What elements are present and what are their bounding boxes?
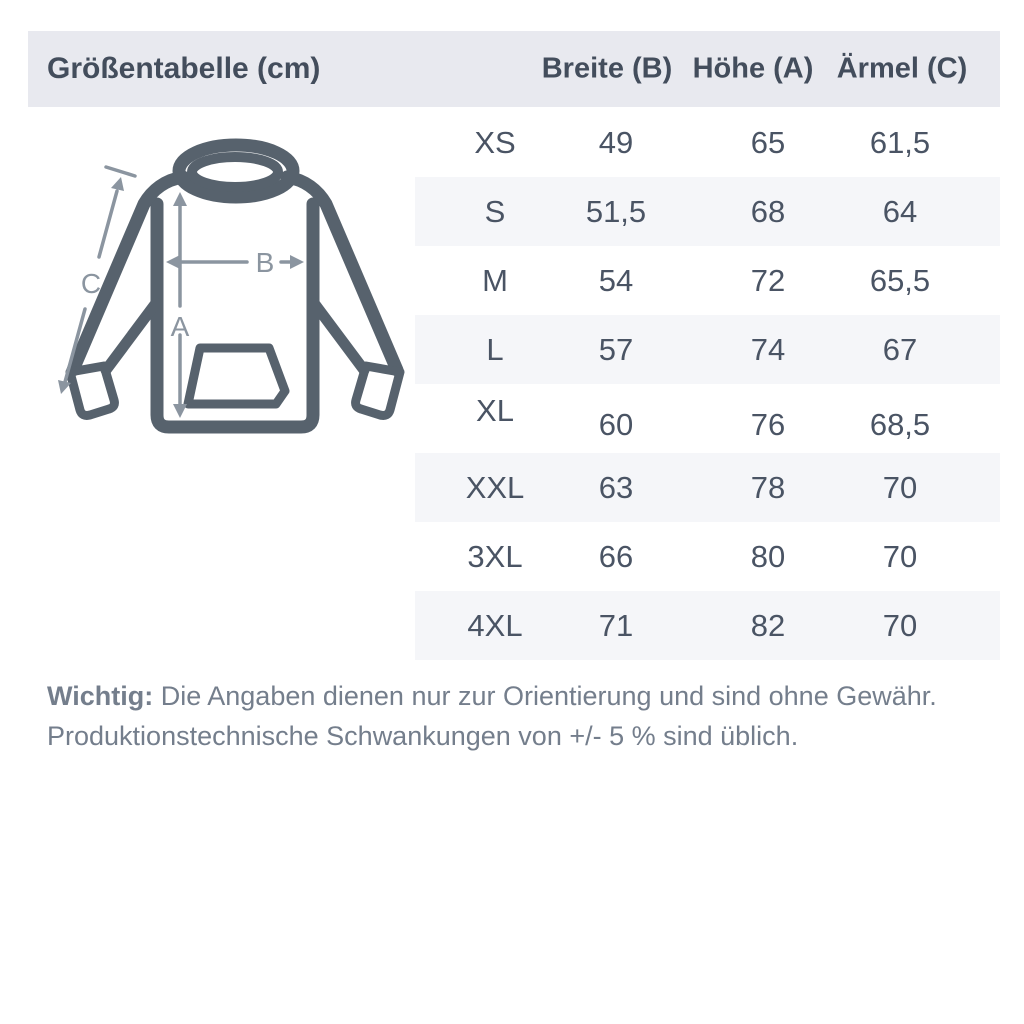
size-label: S [484,193,506,229]
size-label: L [486,331,504,367]
aermel-value: 67 [882,331,918,367]
aermel-value: 70 [882,538,918,574]
size-label: M [482,262,508,298]
hoehe-value: 80 [750,538,786,574]
aermel-value: 70 [882,607,918,643]
breite-value: 49 [598,124,634,160]
aermel-value: 70 [882,469,918,505]
hoehe-value: 74 [750,331,786,367]
hoehe-value: 76 [750,406,786,442]
disclaimer-lead: Wichtig: [47,681,154,711]
hoehe-value: 72 [750,262,786,298]
page-title: Größentabelle (cm) [47,52,321,85]
table-header-band [28,31,1000,107]
breite-value: 54 [598,262,634,298]
breite-value: 66 [598,538,634,574]
hoehe-value: 68 [750,193,786,229]
breite-value: 51,5 [585,193,647,229]
table-row [415,246,1000,315]
table-row [415,177,1000,246]
aermel-value: 64 [882,193,918,229]
table-row [415,384,1000,453]
hoodie-right-sleeve-inner [314,303,364,370]
dimension-label-b: B [255,247,275,278]
hood-inner-ring [192,157,278,187]
column-header-breite: Breite (B) [541,52,673,85]
size-label: XXL [465,469,525,505]
breite-value: 63 [598,469,634,505]
dimension-label-c: C [80,268,102,299]
table-row [415,108,1000,177]
size-label: XS [474,124,516,160]
table-row [415,315,1000,384]
size-table [415,108,1000,660]
dimension-c-tick [106,167,135,176]
arrowhead-b-left [166,255,180,269]
hoehe-value: 82 [750,607,786,643]
arrowhead-c-top [111,177,124,191]
aermel-value: 61,5 [869,124,931,160]
size-label: 4XL [467,607,523,643]
breite-value: 60 [598,406,634,442]
breite-value: 57 [598,331,634,367]
arrowhead-a-up [173,192,187,206]
hoehe-value: 65 [750,124,786,160]
hoehe-value: 78 [750,469,786,505]
hoodie-pocket [188,348,285,404]
arrowhead-b-right [290,255,304,269]
column-header-hoehe: Höhe (A) [692,52,814,85]
breite-value: 71 [598,607,634,643]
dimension-label-a: A [170,311,190,342]
hoodie-left-sleeve-inner [106,303,156,370]
size-label: XL [476,392,514,428]
table-row [415,453,1000,522]
arrowhead-a-down [173,404,187,418]
disclaimer-line1: Die Angaben dienen nur zur Orientierung und sind ohne Gewähr. [153,681,937,711]
size-label: 3XL [467,538,523,574]
table-row [415,522,1000,591]
disclaimer-line2: Produktionstechnische Schwankungen von +/- 5 % sind üblich. [47,721,799,751]
hoodie-measurement-diagram [40,120,420,450]
column-header-aermel: Ärmel (C) [836,52,968,85]
disclaimer-note [47,676,977,756]
aermel-value: 68,5 [869,406,931,442]
aermel-value: 65,5 [869,262,931,298]
table-row [415,591,1000,660]
